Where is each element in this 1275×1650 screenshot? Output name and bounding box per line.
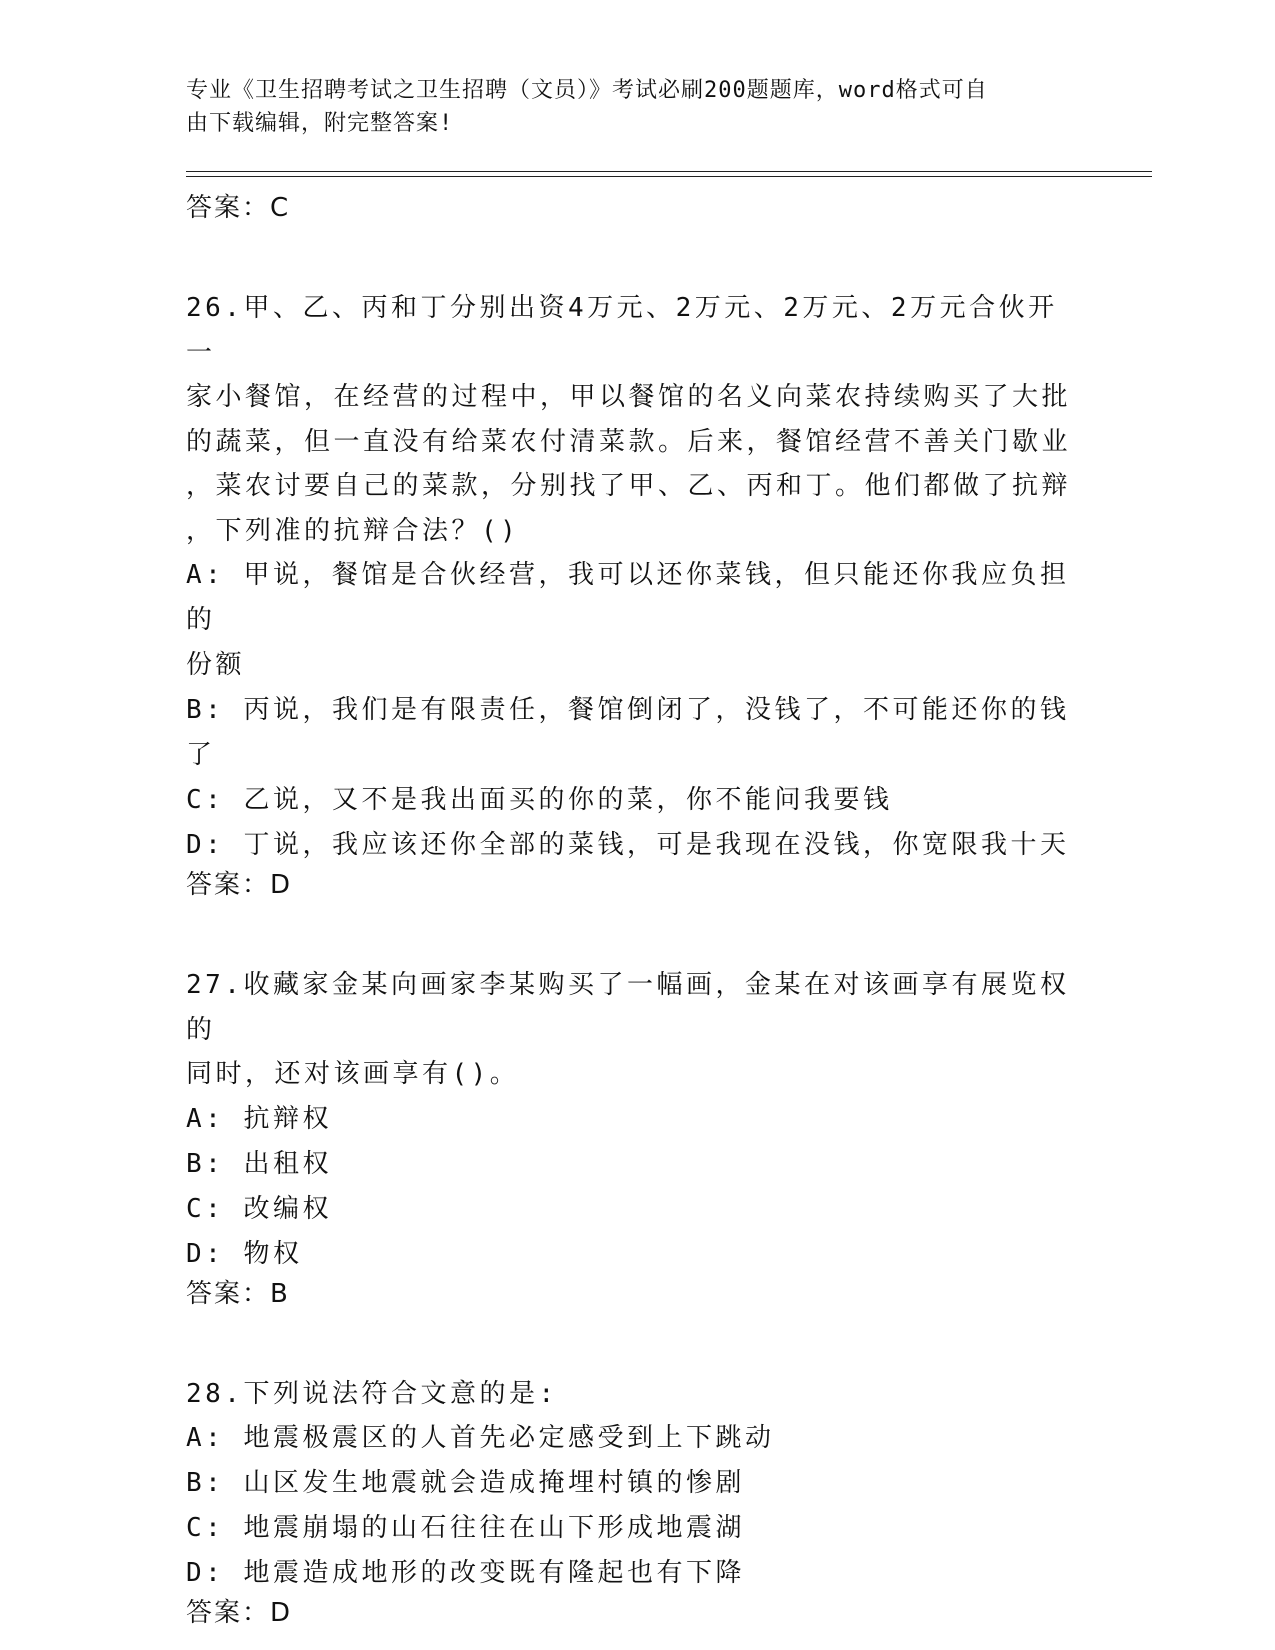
option-c: C: 乙说，又不是我出面买的你的菜，你不能问我要钱 — [186, 785, 893, 815]
option-d: D: 物权 — [186, 1238, 303, 1269]
option-b: B: 出租权 — [186, 1148, 332, 1179]
document-body — [186, 190, 1086, 1631]
question-stem: 28.下列说法符合文意的是: — [186, 1378, 558, 1409]
question-stem: 26.甲、乙、丙和丁分别出资4万元、2万元、2万元、2万元合伙开一 家小餐馆，在经营的过程中，甲以餐馆的名义向菜农持续购买了大批 的蔬菜，但一直没有给菜农付清菜款。后来，餐馆经营不善关门歇业 ，菜农讨要自己的菜款，分别找了甲、乙、丙和丁。他们都做了抗辩 ，下列准的抗辩合法？() — [186, 293, 1072, 546]
answer-line: 答案：B — [186, 1278, 290, 1309]
answer-line: 答案：D — [186, 1598, 293, 1628]
option-a: A: 甲说，餐馆是合伙经营，我可以还你菜钱，但只能还你我应负担的 份额 — [186, 560, 1070, 680]
page-header — [186, 74, 1066, 140]
question-28 — [186, 1372, 1086, 1632]
answer-line: 答案：D — [186, 870, 293, 900]
option-c: C: 改编权 — [186, 1193, 332, 1224]
option-d: D: 丁说，我应该还你全部的菜钱，可是我现在没钱，你宽限我十天 — [186, 830, 1070, 860]
answer-line: 答案：C — [186, 193, 291, 223]
option-c: C: 地震崩塌的山石往往在山下形成地震湖 — [186, 1513, 745, 1543]
question-26 — [186, 286, 1086, 903]
question-stem: 27.收藏家金某向画家李某购买了一幅画，金某在对该画享有展览权的 同时，还对该画享有()。 — [186, 970, 1070, 1089]
question-27 — [186, 963, 1086, 1312]
option-b: B: 山区发生地震就会造成掩埋村镇的惨剧 — [186, 1468, 745, 1498]
header-title: 专业《卫生招聘考试之卫生招聘（文员）》考试必刷200题题库，word格式可自 由下载编辑，附完整答案! — [186, 78, 988, 136]
option-a: A: 抗辩权 — [186, 1103, 332, 1134]
option-b: B: 丙说，我们是有限责任，餐馆倒闭了，没钱了，不可能还你的钱了 — [186, 695, 1070, 770]
header-rule-bottom — [186, 176, 1152, 177]
header-rule-top — [186, 171, 1152, 172]
option-a: A: 地震极震区的人首先必定感受到上下跳动 — [186, 1423, 775, 1453]
option-d: D: 地震造成地形的改变既有隆起也有下降 — [186, 1558, 745, 1588]
